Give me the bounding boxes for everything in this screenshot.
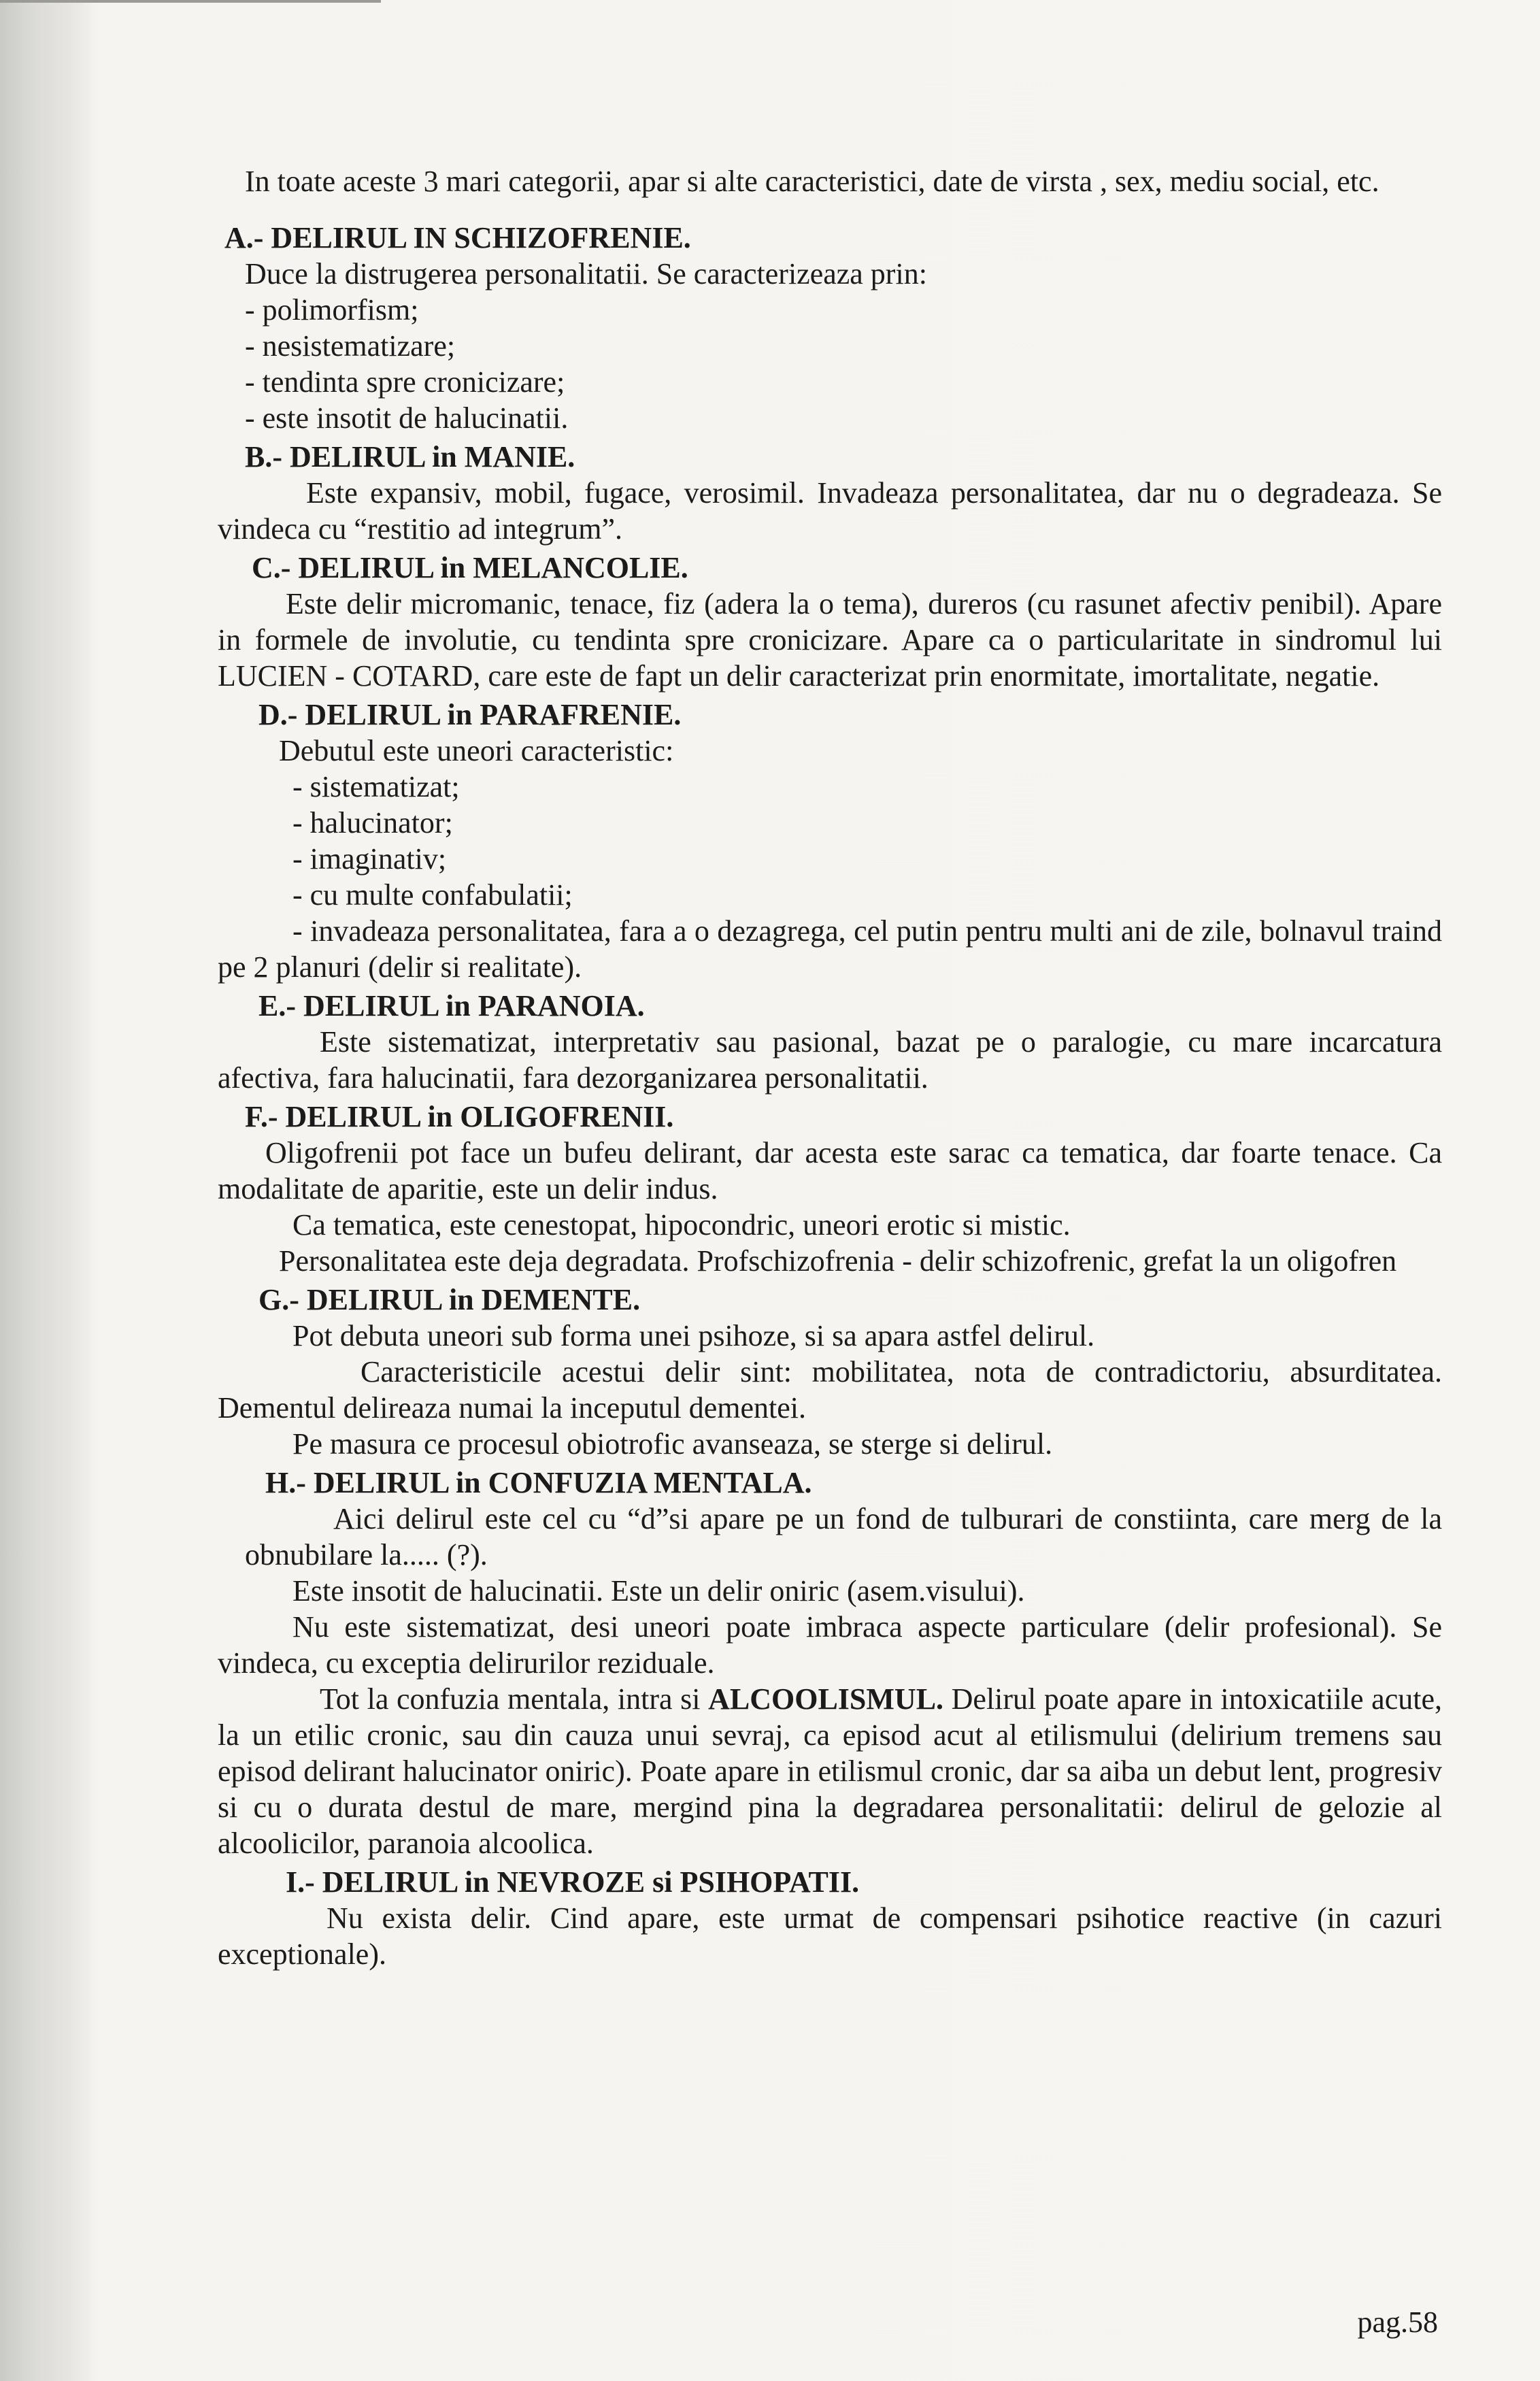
list-item: - imaginativ;: [292, 842, 447, 876]
section-g-paragraph-2: Caracteristicile acestui delir sint: mobilitatea, nota de contradictoriu, absurditatea. Dementul delireaza numai la inceputul dementei.: [218, 1355, 1442, 1425]
list-item: - halucinator;: [292, 806, 453, 839]
list-item: - tendinta spre cronicizare;: [245, 365, 565, 399]
section-h-paragraph-2: Este insotit de halucinatii. Este un delir oniric (asem.visului).: [292, 1574, 1025, 1608]
section-i-heading: I.- DELIRUL in NEVROZE si PSIHOPATII.: [286, 1865, 860, 1899]
list-item: - nesistematizare;: [245, 329, 456, 363]
section-c-heading: C.- DELIRUL in MELANCOLIE.: [252, 551, 688, 584]
book-spine-shadow: [0, 0, 95, 2381]
document-body: [218, 163, 1442, 1972]
section-d-text: Debutul este uneori caracteristic:: [279, 734, 674, 767]
list-item: - polimorfism;: [245, 293, 419, 327]
section-f-paragraph-2: Ca tematica, este cenestopat, hipocondric, uneori erotic si mistic.: [292, 1208, 1071, 1242]
section-f-paragraph-3: Personalitatea este deja degradata. Profschizofrenia - delir schizofrenic, grefat la un oligofren: [279, 1244, 1397, 1278]
section-g-paragraph-3: Pe masura ce procesul obiotrofic avanseaza, se sterge si delirul.: [292, 1427, 1053, 1461]
section-e-text: Este sistematizat, interpretativ sau pasional, bazat pe o paralogie, cu mare incarcatura afectiva, fara halucinatii, fara dezorganizarea personalitatii.: [218, 1025, 1442, 1095]
section-f-paragraph-1: Oligofrenii pot face un bufeu delirant, dar acesta este sarac ca tematica, dar foarte tenace. Ca modalitate de aparitie, este un delir indus.: [218, 1136, 1442, 1205]
section-g-heading: G.- DELIRUL in DEMENTE.: [258, 1283, 641, 1316]
section-c-text: Este delir micromanic, tenace, fiz (adera la o tema), dureros (cu rasunet afectiv penibil). Apare in formele de involutie, cu tendinta spre cronicizare. Apare ca o particularitate in sindromul lui LUCIEN - COTARD, care este de fapt un delir caracterizat prin enormitate, imortalitate, negatie.: [218, 587, 1442, 693]
section-i-text: Nu exista delir. Cind apare, este urmat de compensari psihotice reactive (in cazuri exceptionale).: [218, 1901, 1442, 1971]
list-item: - este insotit de halucinatii.: [245, 401, 569, 435]
section-b-heading: B.- DELIRUL in MANIE.: [245, 440, 575, 473]
section-h-paragraph-3: Nu este sistematizat, desi uneori poate imbraca aspecte particulare (delir profesional). Se vindeca, cu exceptia delirurilor reziduale.: [218, 1610, 1442, 1680]
list-item: - cu multe confabulatii;: [292, 878, 573, 912]
section-e-heading: E.- DELIRUL in PARANOIA.: [258, 989, 645, 1022]
list-item: - sistematizat;: [292, 770, 460, 803]
section-a-text: Duce la distrugerea personalitatii. Se caracterizeaza prin:: [245, 257, 927, 290]
list-item: - invadeaza personalitatea, fara a o dezagrega, cel putin pentru multi ani de zile, bolnavul traind pe 2 planuri (delir si realitate).: [218, 914, 1442, 984]
intro-paragraph: In toate aceste 3 mari categorii, apar si alte caracteristici, date de virsta , sex, mediu social, etc.: [245, 165, 1379, 198]
section-h-paragraph-4: [218, 1681, 1442, 1861]
section-g-paragraph-1: Pot debuta uneori sub forma unei psihoze, si sa apara astfel delirul.: [292, 1319, 1095, 1352]
section-a-heading: A.- DELIRUL IN SCHIZOFRENIE.: [224, 221, 691, 254]
section-f-heading: F.- DELIRUL in OLIGOFRENII.: [245, 1100, 674, 1133]
section-h-paragraph-1: Aici delirul este cel cu “d”si apare pe un fond de tulburari de constiinta, care merg de la obnubilare la..... (?).: [245, 1502, 1442, 1571]
alcoolismul-term: ALCOOLISMUL.: [708, 1682, 944, 1716]
section-h-paragraph-4-start: Tot la confuzia mentala, intra si: [320, 1682, 709, 1716]
top-edge-line: [0, 0, 381, 3]
section-b-text: Este expansiv, mobil, fugace, verosimil. Invadeaza personalitatea, dar nu o degradeaza. Se vindeca cu “restitio ad integrum”.: [218, 476, 1442, 546]
section-h-paragraph-4-end: Delirul poate apare in intoxicatiile acute, la un etilic cronic, sau din cauza unui sevraj, ca episod acut al etilismului (delirium tremens sau episod delirant halucinator oniric). Poate apare in etilismul cronic, dar sa aiba un debut lent, progresiv si cu o durata destul de mare, mergind pina la degradarea personalitatii: delirul de gelozie al alcoolicilor, paranoia alcoolica.: [218, 1682, 1442, 1860]
page-number: pag.58: [1357, 2305, 1438, 2339]
section-h-heading: H.- DELIRUL in CONFUZIA MENTALA.: [265, 1466, 812, 1499]
section-d-heading: D.- DELIRUL in PARAFRENIE.: [258, 698, 682, 731]
